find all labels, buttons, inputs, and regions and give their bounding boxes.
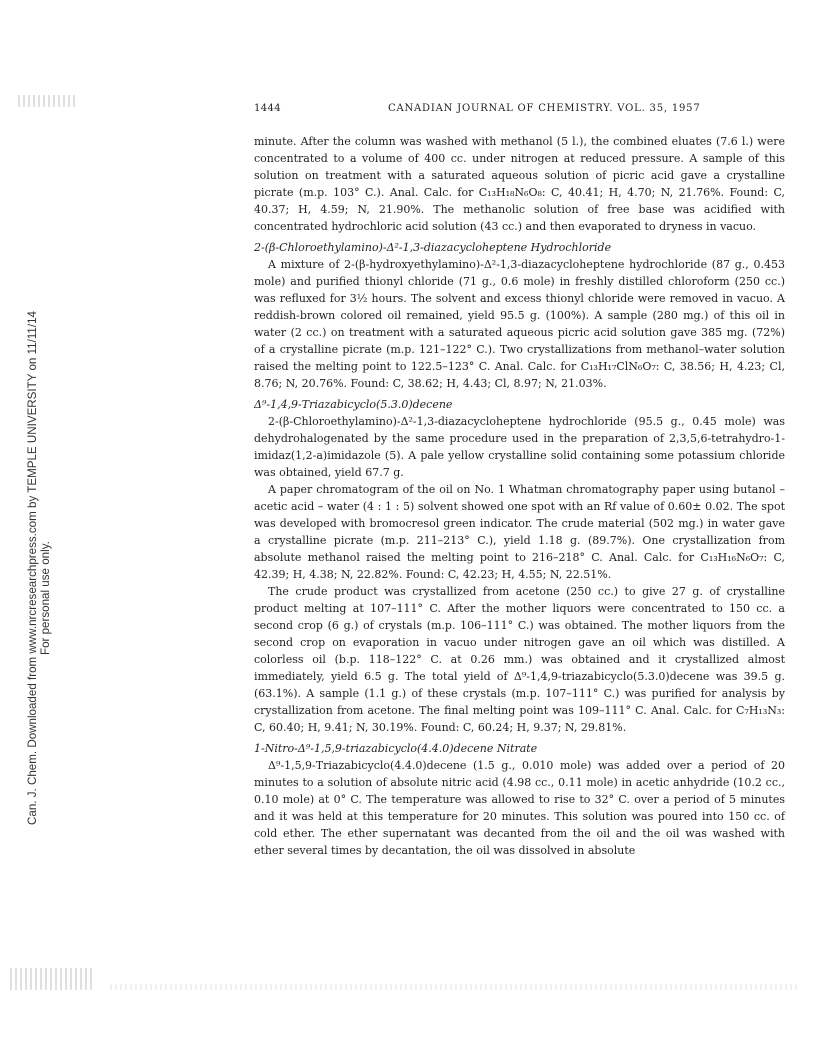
body-paragraph: Δ⁹-1,5,9-Triazabicyclo(4.4.0)decene (1.5 g., 0.010 mole) was added over a period of 20 minutes to a solution of absolute nitric acid (4.98 cc., 0.11 mole) in acetic anhydride (10.2 cc., 0.10 mole) at 0° C. The temperature was allowed to rise to 32° C. over a period of 5 minutes and it was held at this temperature for 20 minutes. This solution was poured into 150 cc. of cold ether. The ether supernatant was decanted from the oil and the oil was washed with ether several times by decantation, the oil was dissolved in absolute xyxy=(254,759,785,857)
running-title: CANADIAN JOURNAL OF CHEMISTRY. VOL. 35, 1957 xyxy=(388,103,701,114)
body-paragraph: A paper chromatogram of the oil on No. 1 Whatman chromatography paper using butanol – acetic acid – water (4 : 1 : 5) solvent showed one spot with an Rf value of 0.60± 0.02. The spot was developed with bromocresol green indicator. The crude material (502 mg.) in water gave a crystalline picrate (m.p. 211–213° C.), yield 1.18 g. (89.7%). One crystallization from absolute methanol raised the melting point to 216–218° C. Anal. Calc. for C₁₃H₁₆N₆O₇: C, 42.39; H, 4.38; N, 22.82%. Found: C, 42.23; H, 4.55; N, 22.51%. xyxy=(254,483,785,581)
article-body xyxy=(254,133,785,859)
body-paragraph: 2-(β-Chloroethylamino)-Δ²-1,3-diazacycloheptene hydrochloride (95.5 g., 0.45 mole) was dehydrohalogenated by the same procedure used in the preparation of 2,3,5,6-tetrahydro-1-imidaz(1,2-a)imidazole (5). A pale yellow crystalline solid containing some potassium chloride was obtained, yield 67.7 g. xyxy=(254,415,785,479)
section-heading: 2-(β-Chloroethylamino)-Δ²-1,3-diazacycloheptene Hydrochloride xyxy=(254,241,612,254)
download-sidebar xyxy=(0,200,52,840)
section-heading: Δ⁹-1,4,9-Triazabicyclo(5.3.0)decene xyxy=(254,398,453,411)
use-note: For personal use only. xyxy=(39,541,52,655)
section-heading: 1-Nitro-Δ⁹-1,5,9-triazabicyclo(4.4.0)decene Nitrate xyxy=(254,742,538,755)
scan-noise-bottom xyxy=(110,984,800,990)
page-header xyxy=(254,103,785,119)
download-note: Can. J. Chem. Downloaded from www.nrcresearchpress.com by TEMPLE UNIVERSITY on 11/11/14 xyxy=(26,311,39,825)
journal-page xyxy=(254,103,785,859)
body-paragraph: minute. After the column was washed with methanol (5 l.), the combined eluates (7.6 l.) were concentrated to a volume of 400 cc. under nitrogen at reduced pressure. A sample of this solution on treatment with a saturated aqueous solution of picric acid gave a crystalline picrate (m.p. 103° C.). Anal. Calc. for C₁₃H₁₈N₆O₈: C, 40.41; H, 4.70; N, 21.76%. Found: C, 40.37; H, 4.59; N, 21.90%. The methanolic solution of free base was acidified with concentrated hydrochloric acid solution (43 cc.) and then evaporated to dryness in vacuo. xyxy=(254,135,785,233)
body-paragraph: The crude product was crystallized from acetone (250 cc.) to give 27 g. of crystalline product melting at 107–111° C. After the mother liquors were concentrated to 150 cc. a second crop (6 g.) of crystals (m.p. 106–111° C.) was obtained. The mother liquors from the second crop on evaporation in vacuo under nitrogen gave an oil which was distilled. A colorless oil (b.p. 118–122° C. at 0.26 mm.) was obtained and it crystallized almost immediately, yield 6.5 g. The total yield of Δ⁹-1,4,9-triazabicyclo(5.3.0)decene was 39.5 g. (63.1%). A sample (1.1 g.) of these crystals (m.p. 107–111° C.) was purified for analysis by crystallization from acetone. The final melting point was 109–111° C. Anal. Calc. for C₇H₁₃N₃: C, 60.40; H, 9.41; N, 30.19%. Found: C, 60.24; H, 9.37; N, 29.81%. xyxy=(254,585,785,734)
page-number: 1444 xyxy=(254,103,282,114)
sidebar-download-note xyxy=(26,311,52,825)
scan-noise-top-left xyxy=(18,95,78,107)
scan-noise-bottom-left xyxy=(10,968,95,990)
body-paragraph: A mixture of 2-(β-hydroxyethylamino)-Δ²-1,3-diazacycloheptene hydrochloride (87 g., 0.453 mole) and purified thionyl chloride (71 g., 0.6 mole) in freshly distilled chloroform (250 cc.) was refluxed for 3½ hours. The solvent and excess thionyl chloride were removed in vacuo. A reddish-brown colored oil remained, yield 95.5 g. (100%). A sample (280 mg.) of this oil in water (2 cc.) on treatment with a saturated aqueous picric acid solution gave 385 mg. (72%) of a crystalline picrate (m.p. 121–122° C.). Two crystallizations from methanol–water solution raised the melting point to 122.5–123° C. Anal. Calc. for C₁₃H₁₇ClN₆O₇: C, 38.56; H, 4.23; Cl, 8.76; N, 20.76%. Found: C, 38.62; H, 4.43; Cl, 8.97; N, 21.03%. xyxy=(254,258,785,390)
